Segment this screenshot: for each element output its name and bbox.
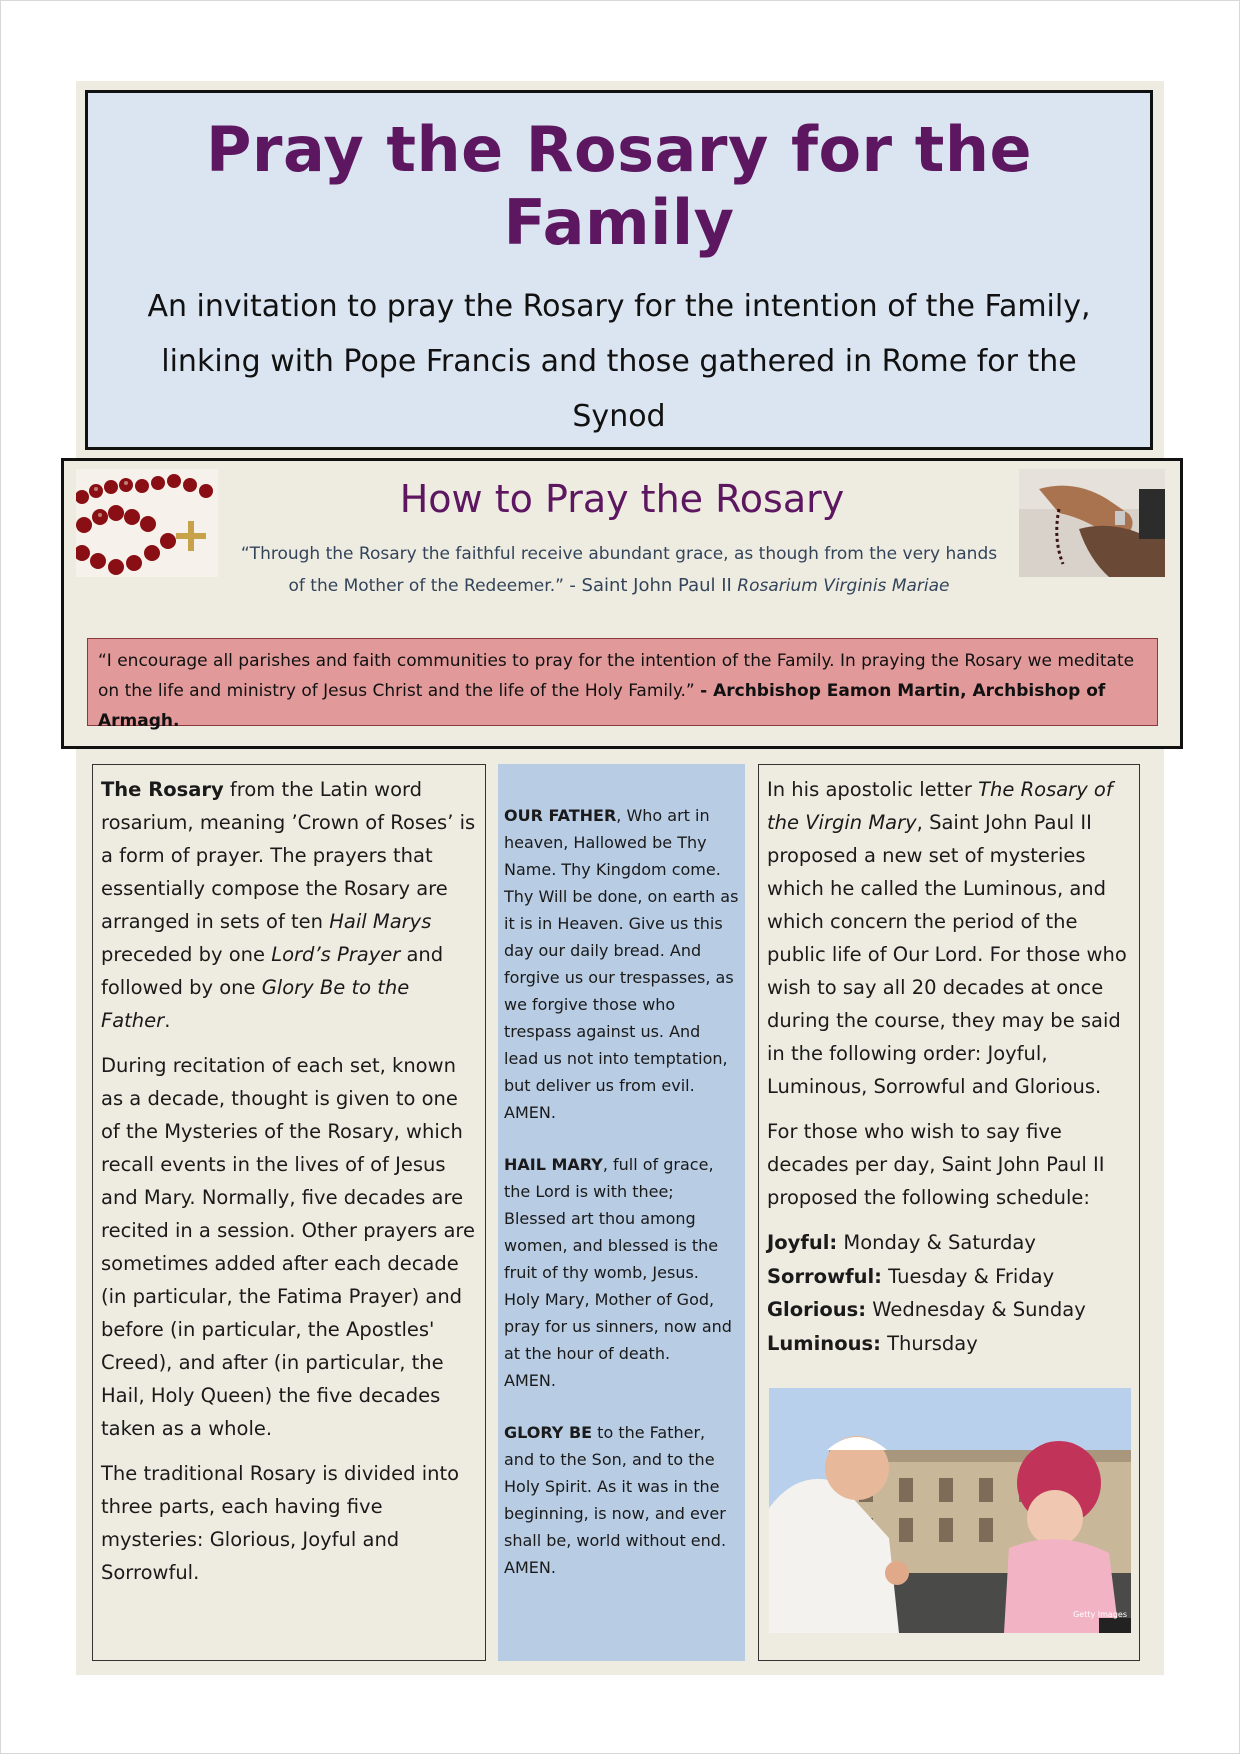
prayer-text: to the Father, and to the Son, and to the Holy Spirit. As it was in the beginning, is now, and ever shall be, world without end. [504,1423,727,1550]
prayer-text: , Who art in heaven, Hallowed be Thy Name. Thy Kingdom come. Thy Will be done, on earth as it is in Heaven. Give us this day our daily bread. And forgive us our trespasses, as we forgive those who trespass against us. And lead us not into temptation, but deliver us from evil. [504,806,739,1095]
pope-francis-photo [769,1388,1131,1633]
paragraph: The traditional Rosary is divided into three parts, each having five mysteries: Glorious, Joyful and Sorrowful. [101,1462,460,1584]
text-run: and followed by one [101,943,444,999]
mystery-name: Glorious: [767,1298,867,1321]
amen: AMEN. [504,1558,556,1577]
paragraph [101,773,477,1037]
text-run: , Saint John Paul II proposed a new set of mysteries which he called the Luminous, and which concern the period of the public life of Our Lord. For those who wish to say all 20 decades at once during the course, they may be said in the following order: Joyful, Luminous, Sorrowful and Glorious. [767,811,1127,1098]
rosary-lead: The Rosary [101,778,224,801]
prayers-column [498,764,745,1661]
mystery-days: Wednesday & Sunday [866,1298,1086,1321]
archbishop-quote-author: - Archbishop Eamon Martin, Archbishop of Armagh. [98,681,1106,731]
mysteries-column [758,764,1140,1661]
invitation-line: An invitation to pray the Rosary for the intention of the Family, [147,289,1091,324]
how-to-pray-box [61,458,1183,749]
prayer-heading: OUR FATHER [504,806,617,825]
text-run: Glory Be to the Father [101,976,410,1032]
archbishop-quote-text: “I encourage all parishes and faith communities to pray for the intention of the Family. In praying the Rosary we meditate on the life and ministry of Jesus Christ and the life of the Holy Family.” [98,651,1135,701]
mystery-name: Luminous: [767,1331,881,1355]
text-run: Hail Marys [329,910,432,933]
prayer-text: , full of grace, the Lord is with thee; Blessed art thou among women, and blessed is the fruit of thy womb, Jesus. Holy Mary, Mother of God, pray for us sinners, now and at the hour of death. [504,1155,732,1363]
prayer-heading: GLORY BE [504,1423,593,1442]
text-run: from the Latin word rosarium, meaning ’Crown of Roses’ is a form of prayer. The prayers that essentially compose the Rosary are arranged in sets of ten [101,778,476,933]
header-box [85,90,1153,450]
amen: AMEN. [504,1371,556,1390]
our-father-prayer [504,802,739,1126]
mystery-days: Tuesday & Friday [881,1264,1055,1288]
mystery-days: Thursday [880,1331,978,1355]
quote-text: “Through the Rosary the faithful receive abundant grace, as though from the very hands of the Mother of the Redeemer.” [240,544,998,596]
quote-source: Rosarium Virginis Mariae [737,576,950,596]
text-run: In his apostolic letter [767,778,979,801]
paragraph: For those who wish to say five decades per day, Saint John Paul II proposed the following schedule: [767,1120,1105,1209]
text-run: preceded by one [101,943,272,966]
hail-mary-prayer [504,1151,739,1394]
schedule-row [767,1260,1133,1294]
how-to-pray-heading: How to Pray the Rosary [399,477,845,521]
john-paul-quote [234,539,1004,602]
quote-author: - Saint John Paul II [569,575,732,596]
schedule-row [767,1226,1133,1260]
rosary-description-column [92,764,486,1661]
mystery-schedule [767,1226,1133,1360]
glory-be-prayer [504,1419,739,1581]
prayer-heading: HAIL MARY [504,1155,603,1174]
text-run: . [164,1009,171,1032]
archbishop-quote-box [87,638,1158,731]
paragraph: During recitation of each set, known as a decade, thought is given to one of the Mysteries of the Rosary, which recall events in the lives of of Jesus and Mary. Normally, five decades are recited in a session. Other prayers are sometimes added after each decade (in particular, the Fatima Prayer) and before (in particular, the Apostles' Creed), and after (in particular, the Hail, Holy Queen) the five decades taken as a whole. [101,1054,476,1440]
mystery-name: Sorrowful: [767,1264,882,1288]
mystery-name: Joyful: [767,1231,838,1254]
amen: AMEN. [504,1103,556,1122]
paragraph [767,773,1133,1103]
invitation-line: linking with Pope Francis and those gathered in Rome for the Synod [161,344,1077,434]
mystery-days: Monday & Saturday [837,1231,1036,1254]
letter-title: The Rosary of the Virgin Mary [767,778,1113,834]
photo-credit: Getty Images [1073,1610,1127,1619]
schedule-row [767,1293,1133,1327]
text-run: Lord’s Prayer [271,943,401,966]
schedule-row [767,1327,1133,1361]
page-title: Pray the Rosary for the Family [205,113,1033,259]
